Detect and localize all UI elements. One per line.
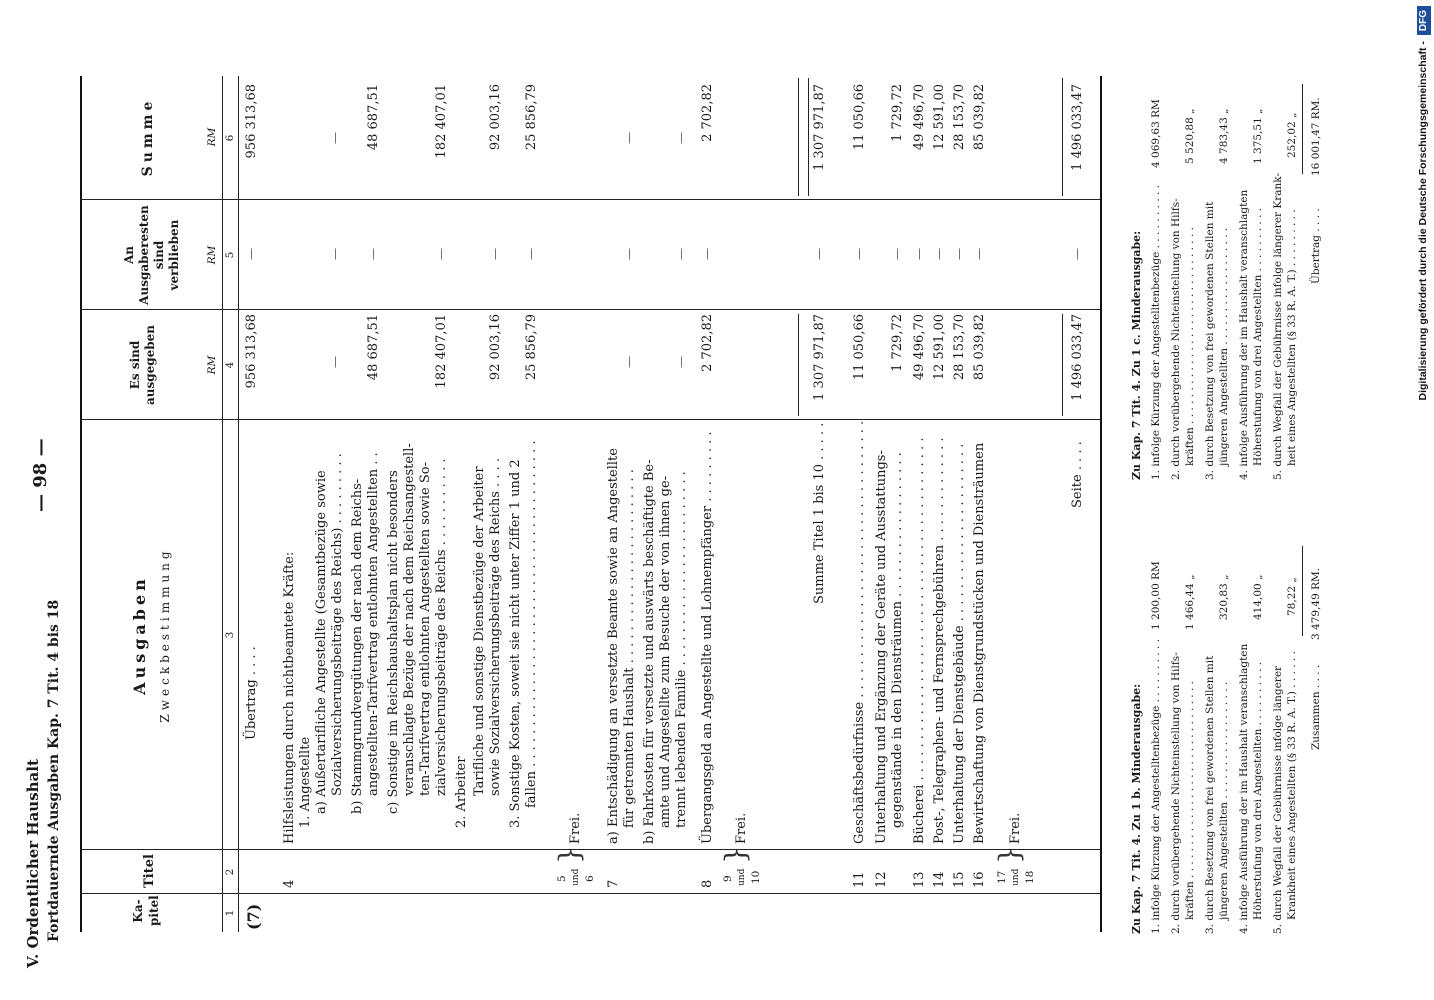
value-ausgegeben: 92 003,16 <box>488 314 503 381</box>
item-text: c) Sonstige im Reichshaushaltsplan nicht besonders <box>386 470 401 814</box>
sum-rule <box>1062 78 1063 196</box>
note-line: 3. durch Besetzung von frei gewordenen Stellen mit <box>1204 201 1216 480</box>
value-summe: 25 856,79 <box>524 84 539 151</box>
empty-dash: — <box>366 248 380 260</box>
value-ausgegeben: 11 050,66 <box>852 314 867 381</box>
dfg-logo: DFG <box>1417 6 1431 35</box>
value-summe: 48 687,51 <box>366 84 381 151</box>
value-ausgegeben: 2 702,82 <box>700 314 715 372</box>
empty-dash: — <box>328 356 342 368</box>
note-value: 414,00 „ <box>1252 574 1264 620</box>
value-ausgegeben: 48 687,51 <box>366 314 381 381</box>
frei-text: Frei. <box>1008 812 1023 844</box>
value-summe: 49 496,70 <box>912 84 927 151</box>
frei-text: Frei. <box>568 812 583 844</box>
titel-number: 13 <box>912 871 927 888</box>
empty-dash: — <box>912 248 926 260</box>
titel-number: 4 <box>282 879 297 888</box>
sum-rule <box>808 78 809 196</box>
page-number: — 98 — <box>30 438 51 512</box>
item-text: Bewirtschaftung von Dienstgrundstücken und Diensträumen <box>972 442 987 844</box>
value-summe: 956 313,68 <box>244 84 259 159</box>
note-value: 1 375,51 „ <box>1252 108 1264 164</box>
value-summe: 1 729,72 <box>890 84 905 142</box>
titel-number: 11 <box>852 871 867 888</box>
item-text: fallen . . . . . . . . . . . . . . . . . . . . . . . . . . . . . . . . . . . . . . . . <box>524 440 539 808</box>
header-zweck: Zweckbestimmung <box>158 547 172 723</box>
titel-number: 16 <box>972 871 987 888</box>
unit-label: RM <box>206 355 218 375</box>
item-text: b) Stammgrundvergütungen der nach dem Reichs- <box>350 478 365 814</box>
item-text: Tarifliche und sonstige Dienstbezüge der Arbeiter <box>472 466 487 796</box>
item-text: b) Fahrkosten für versetzte und auswärts beschäftigte Be- <box>642 459 657 844</box>
value-summe: 1 496 033,47 <box>1070 84 1085 171</box>
value-summe: 1 307 971,87 <box>812 84 827 171</box>
subheading: 1. Angestellte <box>298 736 313 828</box>
titel-und: und <box>737 868 747 886</box>
note-line: 1. infolge Kürzung der Angestelltenbezüge . . . . . . . . . . <box>1150 638 1162 934</box>
empty-dash: — <box>952 248 966 260</box>
value-ausgegeben: 49 496,70 <box>912 314 927 381</box>
item-text: Unterhaltung und Ergänzung der Geräte und Ausstattungs- <box>874 450 889 844</box>
brace-glyph: } <box>993 846 1026 864</box>
item-text: angestellten-Tarifvertrag entlohnten Angestellten . . <box>366 452 381 796</box>
value-summe: 28 153,70 <box>952 84 967 151</box>
note-total-label: Zusammen . . . . <box>1310 664 1322 750</box>
header-reste: An Ausgaberesten sind verblieben <box>122 205 181 305</box>
col-number: 5 <box>224 251 236 259</box>
value-ausgegeben: 1 496 033,47 <box>1070 314 1085 401</box>
titel-number: 7 <box>606 879 621 888</box>
sum-rule <box>1302 84 1303 174</box>
item-text: sowie Sozialversicherungsbeiträge des Reichs . . . . <box>488 458 503 796</box>
sum-rule <box>798 78 799 196</box>
titel-number: 5 <box>556 875 568 882</box>
titel-text: Hilfsleistungen durch nichtbeamtete Kräfte: <box>282 551 297 844</box>
item-text: trennt lebenden Familie . . . . . . . . . . . . . . . . . . . . . . . . <box>674 471 689 828</box>
item-text: zialversicherungsbeiträge des Reichs . . . . . . . . . . . <box>434 458 449 796</box>
note-line: heit eines Angestellten (§ 33 R. A. T.) . . . . . . . . . <box>1286 209 1298 466</box>
empty-dash: — <box>812 248 826 260</box>
header-kapitel: Ka-pitel <box>131 895 161 926</box>
col-number: 1 <box>224 909 236 917</box>
empty-dash: — <box>488 248 502 260</box>
empty-dash: — <box>622 248 636 260</box>
col-number: 6 <box>224 134 236 142</box>
empty-dash: — <box>674 356 688 368</box>
value-ausgegeben: 182 407,01 <box>434 314 449 389</box>
titel-number: 6 <box>584 875 596 882</box>
table-header-rule <box>222 76 223 932</box>
note-line: Krankheit eines Angestellten (§ 33 R. A. T.) . . . . . . <box>1286 651 1298 920</box>
empty-dash: — <box>972 248 986 260</box>
dfg-credit <box>1412 6 1434 996</box>
note-value: 5 520,88 „ <box>1184 108 1196 164</box>
note-line: jüngeren Angestellten . . . . . . . . . . . . . . . . . . <box>1218 681 1230 920</box>
titel-number: 10 <box>750 870 762 884</box>
note-title: Zu Kap. 7 Tit. 4. Zu 1 b. Minderausgabe: <box>1130 683 1143 934</box>
value-summe: 182 407,01 <box>434 84 449 159</box>
titel-number: 15 <box>952 871 967 888</box>
item-text: 3. Sonstige Kosten, soweit sie nicht unter Ziffer 1 und 2 <box>508 459 523 828</box>
value-summe: 92 003,16 <box>488 84 503 151</box>
summe-label: Summe Titel 1 bis 10 . . . . . <box>812 422 827 604</box>
titel-number: 12 <box>874 871 889 888</box>
item-text: amte und Angestellte zum Besuche der von ihnen ge- <box>658 475 673 828</box>
note-line: 5. durch Wegfall der Gebührnisse infolge längerer Krank- <box>1272 173 1284 480</box>
item-text: a) Entschädigung an versetzte Beamte sowie an Angestellte <box>606 448 621 844</box>
titel-number: 14 <box>932 871 947 888</box>
empty-dash: — <box>244 248 258 260</box>
value-summe: 85 039,82 <box>972 84 987 151</box>
item-text: a) Außertarifliche Angestellte (Gesamtbezüge sowie <box>314 470 329 814</box>
col-number: 4 <box>224 361 236 369</box>
header-ausgegeben: Es sind ausgegeben <box>128 324 157 406</box>
note-line: 2. durch vorübergehende Nichteinstellung von Hilfs- <box>1170 198 1182 480</box>
value-ausgegeben: 12 591,00 <box>932 314 947 381</box>
uebertrag-label: Übertrag . . . . <box>244 646 259 740</box>
note-line: Höherstufung von drei Angestellten . . . . . . . . . . <box>1252 661 1264 920</box>
table-top-rule <box>80 76 82 932</box>
frei-text: Frei. <box>734 812 749 844</box>
value-ausgegeben: 1 307 971,87 <box>812 314 827 401</box>
note-line: kräften . . . . . . . . . . . . . . . . . . . . . . . . . . . . . . <box>1184 681 1196 920</box>
unit-label: RM <box>206 127 218 147</box>
value-summe: 11 050,66 <box>852 84 867 151</box>
section-title: V. Ordentlicher Haushalt <box>24 759 42 968</box>
empty-dash: — <box>700 248 714 260</box>
empty-dash: — <box>328 132 342 144</box>
empty-dash: — <box>1070 248 1084 260</box>
note-title: Zu Kap. 7 Tit. 4. Zu 1 c. Minderausgabe: <box>1130 230 1143 480</box>
note-line: kräften . . . . . . . . . . . . . . . . . . . . . . . . . . . . . . <box>1184 227 1196 466</box>
note-line: 5. durch Wegfall der Gebührnisse infolge längerer <box>1272 665 1284 934</box>
item-text: Geschäftsbedürfnisse . . . . . . . . . . . . . . . . . . . . . . . . . . . . . . . . . . <box>852 420 867 844</box>
titel-number: 9 <box>722 875 734 882</box>
item-text: veranschlagte Bezüge der nach dem Reichsangestell- <box>402 443 417 796</box>
value-ausgegeben: 28 153,70 <box>952 314 967 381</box>
value-ausgegeben: 956 313,68 <box>244 314 259 389</box>
value-summe: 12 591,00 <box>932 84 947 151</box>
empty-dash: — <box>852 248 866 260</box>
sum-rule <box>798 314 799 416</box>
note-line: jüngeren Angestellten . . . . . . . . . . . . . . . . . . <box>1218 227 1230 466</box>
titel-number: 18 <box>1024 870 1036 884</box>
col-number: 2 <box>224 868 236 876</box>
empty-dash: — <box>622 356 636 368</box>
item-text: gegenstände in den Diensträumen . . . . . . . . . . . . . . . . . . <box>890 452 905 828</box>
item-text: Post-, Telegraphen- und Fernsprechgebühren . . . . . . . . . . . . . <box>932 437 947 844</box>
note-line: 2. durch vorübergehende Nichteinstellung von Hilfs- <box>1170 652 1182 934</box>
empty-dash: — <box>932 248 946 260</box>
empty-dash: — <box>328 248 342 260</box>
brace-glyph: } <box>719 846 752 864</box>
empty-dash: — <box>674 248 688 260</box>
note-line: 4. infolge Ausführung der im Haushalt veranschlagten <box>1238 643 1250 934</box>
col-number: 3 <box>224 631 236 639</box>
note-value: 4 783,43 „ <box>1218 108 1230 164</box>
note-total-value: 3 479,49 RM. <box>1310 567 1322 640</box>
item-text: Übergangsgeld an Angestellte und Lohnempfänger . . . . . . . . . <box>700 431 715 844</box>
note-value: 78,22 „ <box>1286 577 1298 616</box>
empty-dash: — <box>524 248 538 260</box>
empty-dash: — <box>434 248 448 260</box>
note-line: 3. durch Besetzung von frei gewordenen Stellen mit <box>1204 655 1216 934</box>
header-titel: Titel <box>142 854 157 888</box>
dfg-credit-text: Digitalisierung gefördert durch die Deutsche Forschungsgemeinschaft - <box>1417 41 1429 401</box>
value-ausgegeben: 25 856,79 <box>524 314 539 381</box>
note-value: 4 069,63 RM <box>1150 99 1162 168</box>
empty-dash: — <box>890 248 904 260</box>
titel-und: und <box>1011 868 1021 886</box>
empty-dash: — <box>622 132 636 144</box>
note-total-label: Übertrag . . . . <box>1310 208 1322 284</box>
note-line: 4. infolge Ausführung der im Haushalt veranschlagten <box>1238 189 1250 480</box>
item-text: Bücherei . . . . . . . . . . . . . . . . . . . . . . . . . . . . . . . . . . . . . . . . . . <box>912 437 927 844</box>
value-ausgegeben: 85 039,82 <box>972 314 987 381</box>
page-subtitle: Fortdauernde Ausgaben Kap. 7 Tit. 4 bis 18 <box>46 599 62 942</box>
brace-glyph: } <box>553 846 586 864</box>
note-line: Höherstufung von drei Angestellten . . . . . . . . . . <box>1252 207 1264 466</box>
item-text: für getrennten Haushalt . . . . . . . . . . . . . . . . . . . . . . . . <box>622 469 637 828</box>
value-ausgegeben: 1 729,72 <box>890 314 905 372</box>
note-value: 320,83 „ <box>1218 574 1230 620</box>
item-text: Unterhaltung der Dienstgebäude . . . . . . . . . . . . . . . . . . . . . . <box>952 443 967 844</box>
header-ausgaben: Ausgaben <box>130 575 149 695</box>
subheading: 2. Arbeiter <box>454 756 469 828</box>
seite-label: Seite . . . . <box>1070 441 1085 508</box>
item-text: ten-Tarifvertrag entlohnten Angestellten sowie So- <box>418 462 433 796</box>
note-value: 252,02 „ <box>1286 112 1298 158</box>
sum-rule <box>1302 546 1303 636</box>
value-summe: 2 702,82 <box>700 84 715 142</box>
empty-dash: — <box>674 132 688 144</box>
item-text: Sozialversicherungsbeiträge des Reichs) . . . . . . . . . <box>330 453 345 796</box>
table-numbers-rule <box>238 76 239 932</box>
titel-number: 8 <box>700 879 715 888</box>
note-value: 1 200,00 RM <box>1150 561 1162 630</box>
titel-und: und <box>571 868 581 886</box>
note-total-value: 16 001,47 RM. <box>1310 97 1322 176</box>
note-line: 1. infolge Kürzung der Angestelltenbezüge . . . . . . . . . . <box>1150 184 1162 480</box>
titel-number: 17 <box>996 870 1008 884</box>
unit-label: RM <box>206 245 218 265</box>
kapitel-value: (7) <box>244 903 263 930</box>
sum-rule <box>1062 314 1063 416</box>
note-value: 1 466,44 „ <box>1184 574 1196 630</box>
table-bottom-rule <box>1100 76 1102 932</box>
header-summe: Summe <box>140 97 156 177</box>
